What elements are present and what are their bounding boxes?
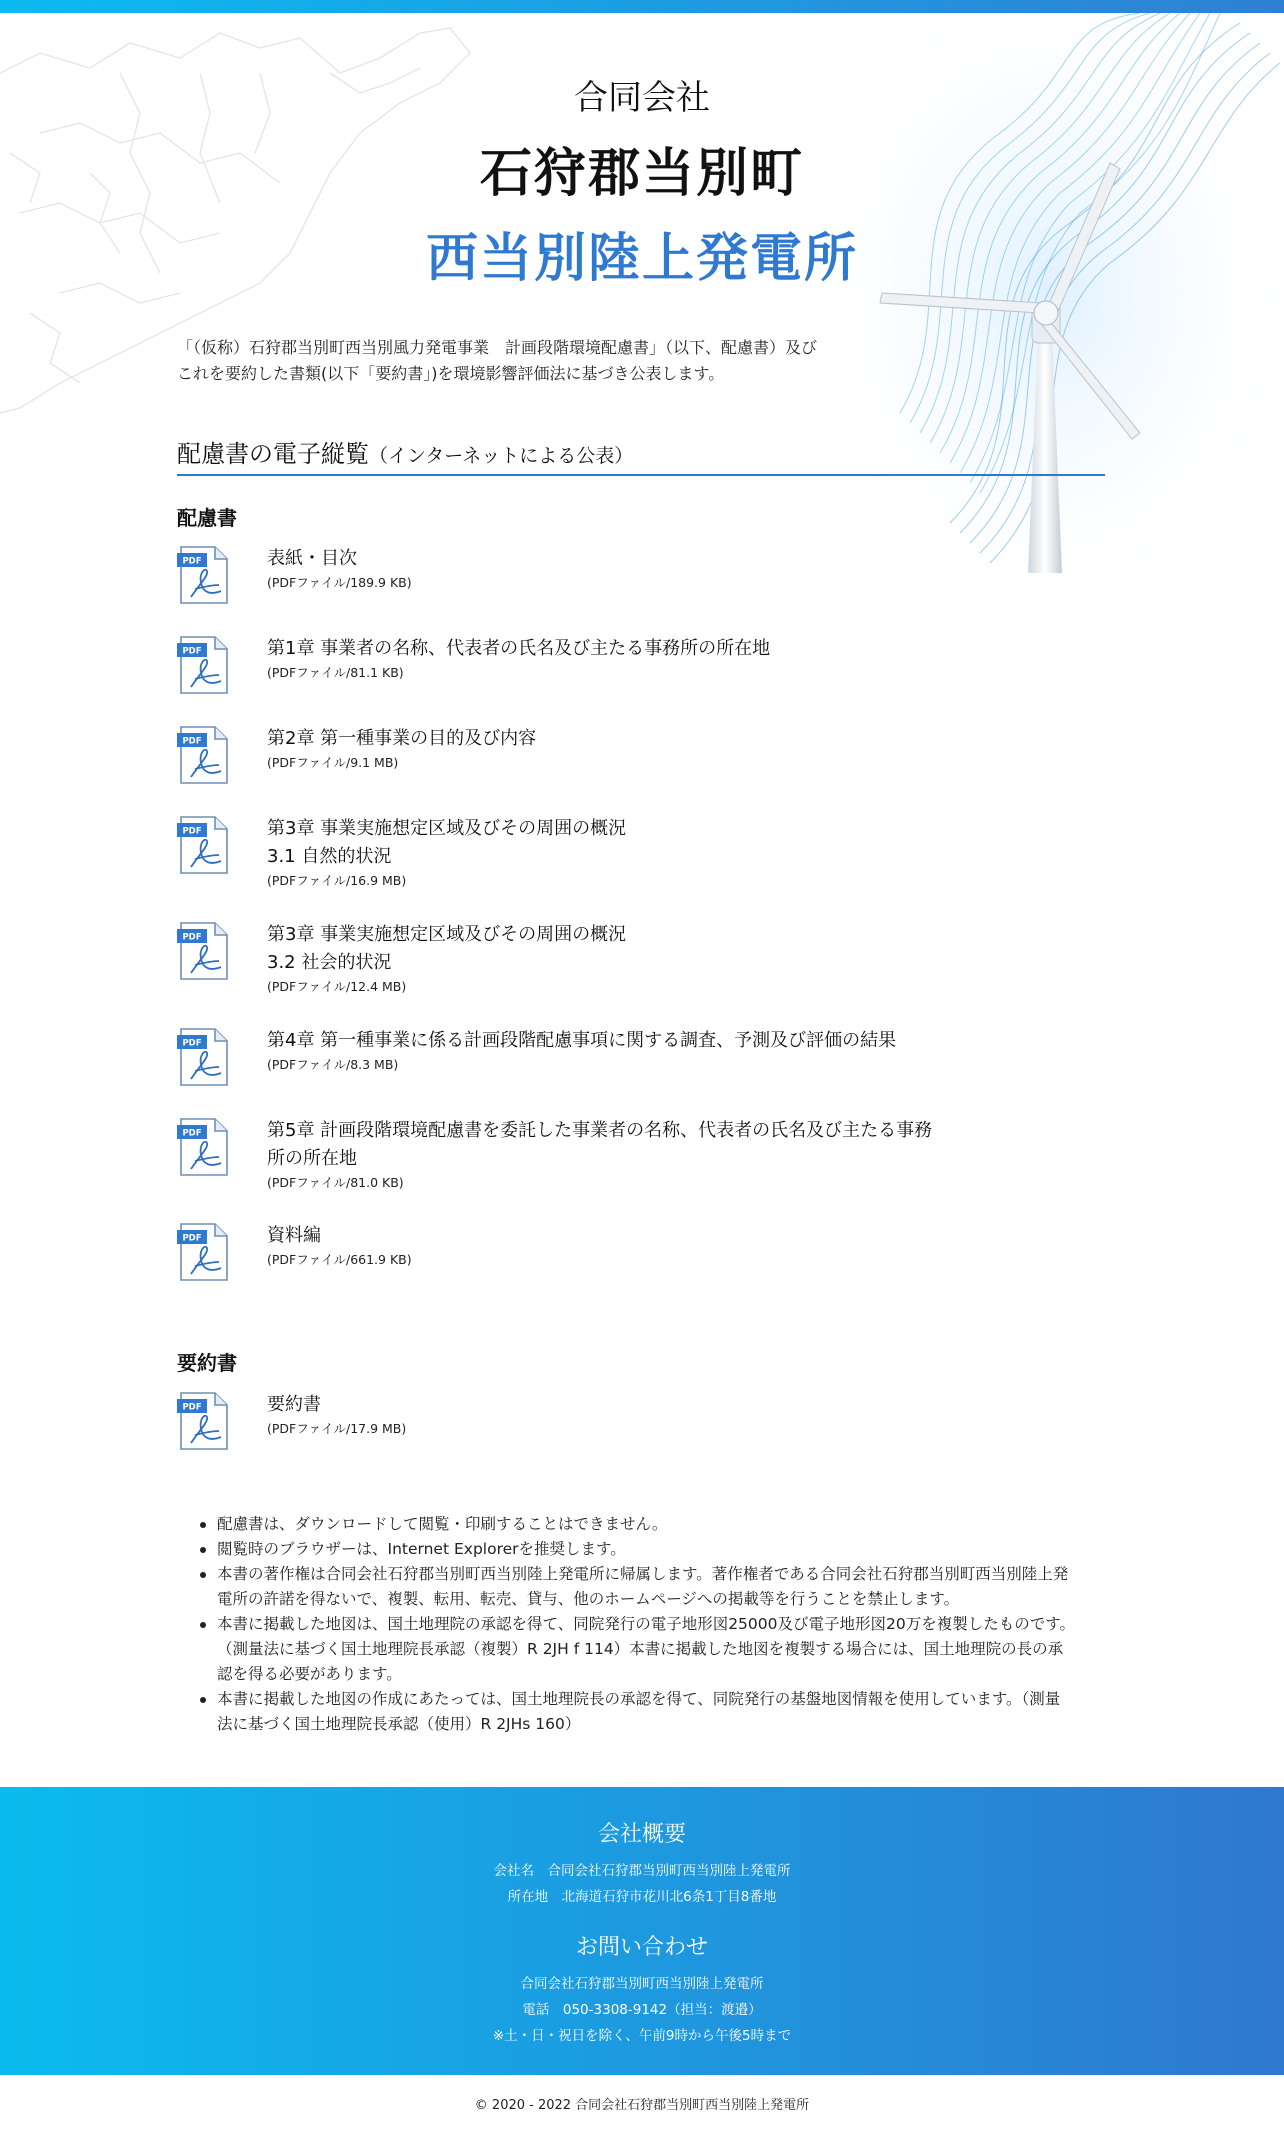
hero-title-block: [0, 70, 1284, 291]
document-link-title[interactable]: [267, 1027, 967, 1055]
intro-paragraph: [177, 335, 857, 387]
contact-company: 合同会社石狩郡当別町西当別陸上発電所: [520, 1976, 764, 1992]
document-link-title[interactable]: [267, 1222, 967, 1250]
note-line: 配慮書は、ダウンロードして閲覧・印刷することはできません。: [217, 1515, 668, 1533]
pdf-file-icon[interactable]: [177, 1391, 229, 1451]
note-item: [200, 1687, 1100, 1737]
document-file-size: (PDFファイル/8.3 MB): [267, 1057, 399, 1072]
document-title-line[interactable]: 3.2 社会的状況: [267, 952, 392, 973]
document-file-size: (PDFファイル/81.0 KB): [267, 1175, 404, 1190]
company-type-label: 合同会社: [574, 78, 710, 118]
notes-list: [200, 1512, 1100, 1737]
contact-hours: ※土・日・祝日を除く、午前9時から午後5時まで: [492, 2028, 792, 2044]
group-heading-youyakusho: 要約書: [177, 1351, 237, 1375]
svg-text:PDF: PDF: [182, 1402, 202, 1413]
document-title-line[interactable]: 第2章 第一種事業の目的及び内容: [267, 728, 537, 749]
document-title-line[interactable]: 第1章 事業者の名称、代表者の氏名及び主たる事務所の所在地: [267, 638, 771, 659]
pdf-file-icon[interactable]: [177, 1117, 229, 1177]
contact-heading: お問い合わせ: [575, 1935, 708, 1960]
footer-company-name: 会社名 合同会社石狩郡当別町西当別陸上発電所: [493, 1863, 791, 1879]
document-link-title[interactable]: [267, 1391, 967, 1419]
intro-line: これを要約した書類(以下「要約書」)を環境影響評価法に基づき公表します。: [177, 364, 725, 383]
document-link-title[interactable]: [267, 545, 967, 573]
section-title: 配慮書の電子縦覧: [177, 440, 369, 468]
document-title-line[interactable]: 第5章 計画段階環境配慮書を委託した事業者の名称、代表者の氏名及び主たる事務: [267, 1120, 933, 1141]
note-line: （測量法に基づく国土地理院長承認（複製）R 2JH f 114）本書に掲載した地図を複製する場合には、国土地理院の長の承: [217, 1640, 1064, 1658]
note-item: [200, 1512, 1100, 1537]
section-heading: [177, 434, 1105, 476]
plant-name-heading: 西当別陸上発電所: [425, 229, 858, 289]
document-title-line[interactable]: 第3章 事業実施想定区域及びその周囲の概況: [267, 924, 627, 945]
note-item: [200, 1612, 1100, 1687]
svg-text:PDF: PDF: [182, 1128, 202, 1139]
note-line: 本書に掲載した地図は、国土地理院の承認を得て、同院発行の電子地形図25000及び電子地形図20万を複製したものです。: [217, 1615, 1075, 1633]
pdf-file-icon[interactable]: [177, 815, 229, 875]
note-item: [200, 1537, 1100, 1562]
note-line: 認を得る必要があります。: [217, 1665, 402, 1683]
document-link-title[interactable]: [267, 1117, 967, 1173]
document-title-line[interactable]: 表紙・目次: [267, 548, 357, 569]
document-link-title[interactable]: [267, 635, 967, 663]
document-file-size: (PDFファイル/9.1 MB): [267, 755, 399, 770]
svg-text:PDF: PDF: [182, 646, 202, 657]
pdf-file-icon[interactable]: [177, 545, 229, 605]
company-overview-heading: 会社概要: [597, 1822, 686, 1847]
document-link-title[interactable]: [267, 815, 967, 871]
note-line: 閲覧時のブラウザーは、Internet Explorerを推奨します。: [217, 1540, 626, 1558]
svg-text:PDF: PDF: [182, 736, 202, 747]
document-file-size: (PDFファイル/17.9 MB): [267, 1421, 407, 1436]
contact-phone: 電話 050-3308-9142（担当：渡邉）: [522, 2002, 762, 2018]
document-link-title[interactable]: [267, 921, 967, 977]
document-title-line[interactable]: 第3章 事業実施想定区域及びその周囲の概況: [267, 818, 627, 839]
note-line: 法に基づく国土地理院長承認（使用）R 2JHs 160）: [217, 1715, 581, 1733]
pdf-file-icon[interactable]: [177, 635, 229, 695]
document-title-line[interactable]: 資料編: [267, 1225, 321, 1246]
document-title-line[interactable]: 第4章 第一種事業に係る計画段階配慮事項に関する調査、予測及び評価の結果: [267, 1030, 897, 1051]
note-item: [200, 1562, 1100, 1612]
pdf-file-icon[interactable]: [177, 1027, 229, 1087]
footer: [0, 1787, 1284, 2075]
svg-text:PDF: PDF: [182, 1038, 202, 1049]
document-file-size: (PDFファイル/12.4 MB): [267, 979, 407, 994]
group-heading-hairyosho: 配慮書: [177, 506, 237, 530]
document-title-line[interactable]: 要約書: [267, 1394, 321, 1415]
document-title-line[interactable]: 所の所在地: [267, 1148, 357, 1169]
note-line: 電所の許諾を得ないで、複製、転用、転売、貸与、他のホームページへの掲載等を行うことを禁止します。: [217, 1590, 960, 1608]
pdf-file-icon[interactable]: [177, 1222, 229, 1282]
document-file-size: (PDFファイル/189.9 KB): [267, 575, 412, 590]
svg-text:PDF: PDF: [182, 556, 202, 567]
top-accent-bar: [0, 0, 1284, 13]
svg-text:PDF: PDF: [182, 1233, 202, 1244]
intro-line: 「（仮称）石狩郡当別町西当別風力発電事業 計画段階環境配慮書」（以下、配慮書）及び: [177, 338, 818, 357]
section-subtitle: （インターネットによる公表）: [369, 445, 634, 467]
document-link-title[interactable]: [267, 725, 967, 753]
copyright: © 2020 - 2022 合同会社石狩郡当別町西当別陸上発電所: [474, 2098, 810, 2113]
town-name-heading: 石狩郡当別町: [479, 144, 804, 204]
pdf-file-icon[interactable]: [177, 921, 229, 981]
document-file-size: (PDFファイル/661.9 KB): [267, 1252, 412, 1267]
document-title-line[interactable]: 3.1 自然的状況: [267, 846, 392, 867]
document-file-size: (PDFファイル/81.1 KB): [267, 665, 404, 680]
svg-text:PDF: PDF: [182, 826, 202, 837]
pdf-file-icon[interactable]: [177, 725, 229, 785]
document-file-size: (PDFファイル/16.9 MB): [267, 873, 407, 888]
note-line: 本書に掲載した地図の作成にあたっては、国土地理院長の承認を得て、同院発行の基盤地図情報を使用しています。（測量: [217, 1690, 1061, 1708]
svg-text:PDF: PDF: [182, 932, 202, 943]
footer-address: 所在地 北海道石狩市花川北6条1丁目8番地: [507, 1889, 777, 1905]
note-line: 本書の著作権は合同会社石狩郡当別町西当別陸上発電所に帰属します。著作権者である合同会社石狩郡当別町西当別陸上発: [217, 1565, 1069, 1583]
